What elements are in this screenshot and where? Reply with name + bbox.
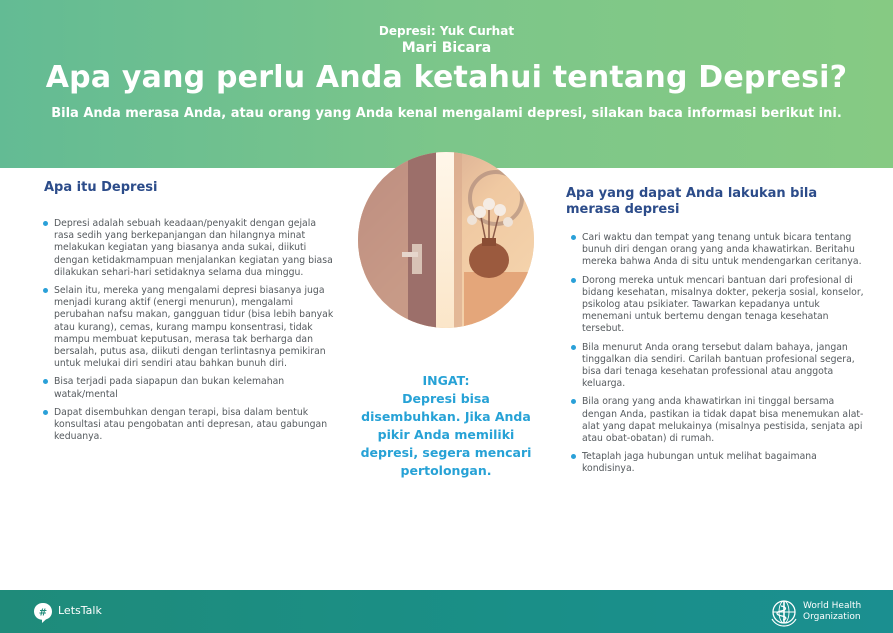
hash-symbol: # <box>38 607 48 619</box>
campaign-kicker: Depresi: Yuk Curhat <box>378 24 515 38</box>
remember-line: disembuhkan. Jika Anda <box>361 409 531 424</box>
list-item <box>582 232 866 269</box>
list-item <box>54 218 338 279</box>
list-item <box>582 342 866 391</box>
list-item-text: Bila menurut Anda orang tersebut dalam bahaya, jangan tinggalkan dia sendiri. Carilah bantuan profesional segera, bisa dari tenaga kesehatan professional atau anggota keluarga. <box>582 341 855 390</box>
list-item <box>54 376 338 400</box>
list-item-text: Depresi adalah sebuah keadaan/penyakit dengan gejala rasa sedih yang berkepanjangan dan hilangnya minat melakukan kegiatan yang biasanya anda sukai, diikuti dengan ketidakmampuan menjalankan kegiatan yang biasa dilakukan sehari-hari setidaknya selama dua minggu. <box>54 218 333 278</box>
list-item <box>582 275 866 336</box>
window-vase-illustration <box>358 152 534 328</box>
list-item-text: Bisa terjadi pada siapapun dan bukan kelemahan watak/mental <box>54 376 285 400</box>
window-vase-photo <box>358 152 534 328</box>
speech-bubble-hash-icon <box>33 602 53 624</box>
bullet-dot-icon <box>571 278 576 283</box>
remember-line: pikir Anda memiliki <box>377 427 515 442</box>
header-banner <box>0 0 893 168</box>
right-heading: Apa yang dapat Anda lakukan bila merasa depresi <box>566 186 818 217</box>
right-column <box>566 186 866 482</box>
who-line-1: World Health <box>803 601 862 611</box>
campaign-slogan: Mari Bicara <box>401 40 492 56</box>
left-bullet-list <box>38 218 338 443</box>
remember-label: INGAT: <box>422 373 470 388</box>
remember-callout <box>357 372 535 480</box>
list-item <box>54 285 338 370</box>
page-title: Apa yang perlu Anda ketahui tentang Depresi? <box>45 60 848 95</box>
bullet-dot-icon <box>571 399 576 404</box>
who-wordmark <box>803 601 861 623</box>
left-heading: Apa itu Depresi <box>44 180 158 195</box>
list-item <box>54 407 338 444</box>
who-emblem-icon <box>769 597 799 627</box>
bullet-dot-icon <box>43 410 48 415</box>
list-item-text: Selain itu, mereka yang mengalami depresi biasanya juga menjadi kurang aktif (energi menurun), mengalami perubahan nafsu makan, gangguan tidur (bisa lebih banyak atau kurang), cemas, kurang mampu konsentrasi, tidak mampu membuat keputusan, merasa tak berharga dan bersalah, putus asa, diikuti dengan terlintasnya pemikiran untuk melukai diri sendiri atau bahkan bunuh diri. <box>54 285 334 370</box>
bullet-dot-icon <box>571 235 576 240</box>
bullet-dot-icon <box>571 345 576 350</box>
bullet-dot-icon <box>571 454 576 459</box>
page-subtitle: Bila Anda merasa Anda, atau orang yang Anda kenal mengalami depresi, silakan baca informasi berikut ini. <box>51 106 842 121</box>
list-item-text: Dapat disembuhkan dengan terapi, bisa dalam bentuk konsultasi atau pengobatan anti depresan, atau gabungan keduanya. <box>54 406 328 443</box>
who-line-2: Organization <box>803 612 861 622</box>
left-column <box>38 180 338 449</box>
list-item <box>582 396 866 445</box>
list-item-text: Cari waktu dan tempat yang tenang untuk bicara tentang bunuh diri dengan orang yang anda khawatirkan. Beritahu mereka bahwa Anda di situ untuk mendengarkan ceritanya. <box>582 232 862 268</box>
list-item <box>582 451 866 475</box>
letstalk-label: LetsTalk <box>58 604 102 617</box>
bullet-dot-icon <box>43 221 48 226</box>
footer-bar <box>0 590 893 633</box>
remember-line: depresi, segera mencari <box>360 445 532 460</box>
bullet-dot-icon <box>43 288 48 293</box>
remember-line: Depresi bisa <box>402 391 490 406</box>
remember-line: pertolongan. <box>400 463 492 478</box>
bullet-dot-icon <box>43 379 48 384</box>
list-item-text: Bila orang yang anda khawatirkan ini tinggal bersama dengan Anda, pastikan ia tidak dapat bisa menemukan alat-alat yang dapat melukainya (misalnya pestisida, senjata api atau obat-obatan) di rumah. <box>582 396 864 445</box>
list-item-text: Tetaplah jaga hubungan untuk melihat bagaimana kondisinya. <box>582 451 817 475</box>
right-bullet-list <box>566 232 866 476</box>
list-item-text: Dorong mereka untuk mencari bantuan dari profesional di bidang kesehatan, misalnya dokter, pekerja sosial, konselor, psikolog atau psikiater. Tawarkan kepadanya untuk menemani untuk bertemu dengan tenaga kesehatan tersebut. <box>582 274 864 335</box>
